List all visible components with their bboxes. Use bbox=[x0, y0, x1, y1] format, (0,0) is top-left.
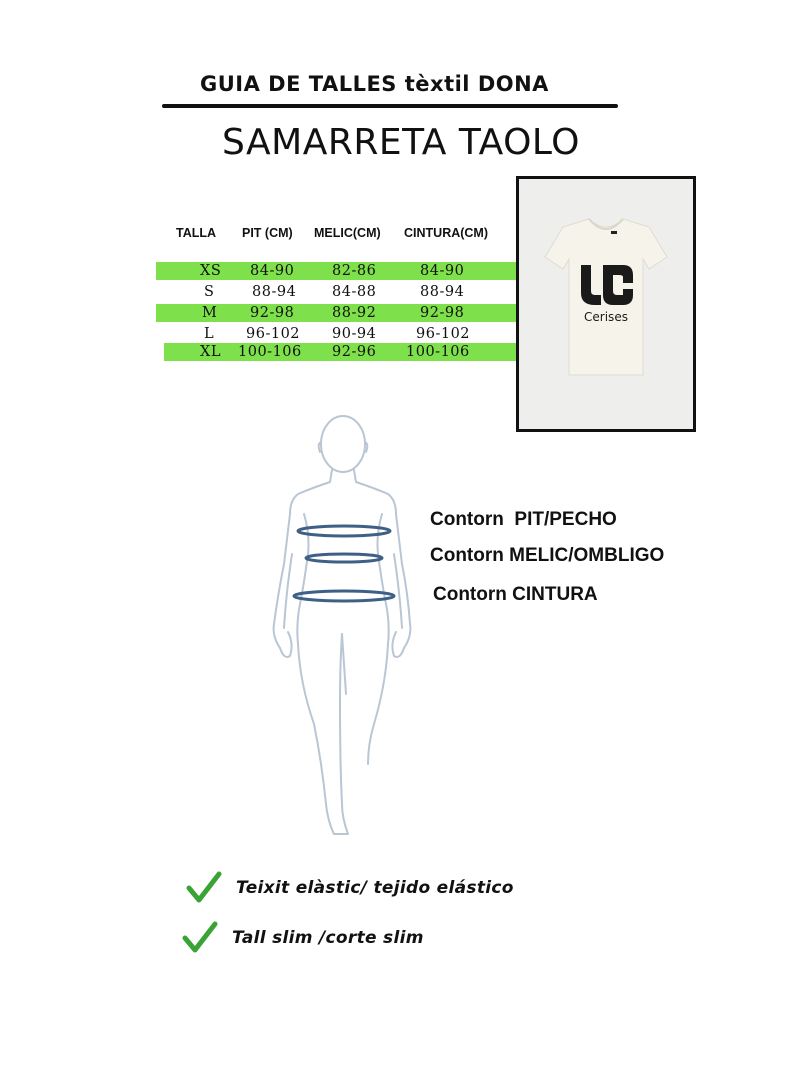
pit-value: 96-102 bbox=[246, 326, 301, 342]
checkmark-icon bbox=[182, 920, 218, 956]
header-pit: PIT (CM) bbox=[242, 226, 293, 240]
header-talla: TALLA bbox=[176, 226, 217, 240]
legend-pit: Contorn PIT/PECHO bbox=[430, 509, 617, 530]
feature-item bbox=[186, 870, 514, 906]
size-row-xs bbox=[156, 262, 516, 280]
product-photo bbox=[516, 176, 696, 432]
header-melic: MELIC(CM) bbox=[314, 226, 381, 240]
body-figure-illustration bbox=[222, 404, 462, 844]
feature-text: Tall slim /corte slim bbox=[232, 928, 424, 948]
size-row-xl bbox=[164, 343, 518, 361]
size-label: XS bbox=[200, 263, 222, 279]
melic-value: 88-92 bbox=[332, 305, 377, 321]
pit-value: 88-94 bbox=[252, 284, 297, 300]
size-label: M bbox=[202, 305, 218, 321]
melic-value: 82-86 bbox=[332, 263, 377, 279]
feature-text: Teixit elàstic/ tejido elástico bbox=[236, 878, 514, 898]
title-underline bbox=[162, 104, 618, 108]
cintura-value: 88-94 bbox=[420, 284, 465, 300]
pit-value: 100-106 bbox=[238, 344, 302, 360]
pit-value: 84-90 bbox=[250, 263, 295, 279]
tshirt-image bbox=[519, 179, 693, 429]
cintura-value: 100-106 bbox=[406, 344, 470, 360]
size-row-l bbox=[156, 325, 516, 343]
size-row-s bbox=[156, 283, 516, 301]
melic-value: 92-96 bbox=[332, 344, 377, 360]
legend-melic: Contorn MELIC/OMBLIGO bbox=[430, 545, 665, 566]
size-label: L bbox=[204, 326, 215, 342]
pit-value: 92-98 bbox=[250, 305, 295, 321]
cintura-value: 96-102 bbox=[416, 326, 471, 342]
melic-value: 90-94 bbox=[332, 326, 377, 342]
checkmark-icon bbox=[186, 870, 222, 906]
size-table bbox=[156, 226, 520, 366]
cintura-value: 84-90 bbox=[420, 263, 465, 279]
size-row-m bbox=[156, 304, 516, 322]
size-label: S bbox=[204, 284, 215, 300]
product-name: SAMARRETA TAOLO bbox=[222, 122, 581, 163]
header-cintura: CINTURA(CM) bbox=[404, 226, 489, 240]
cintura-value: 92-98 bbox=[420, 305, 465, 321]
size-label: XL bbox=[200, 344, 221, 360]
feature-item bbox=[182, 920, 424, 956]
legend-cintura: Contorn CINTURA bbox=[433, 584, 598, 605]
logo-text: Cerises bbox=[584, 310, 628, 324]
melic-value: 84-88 bbox=[332, 284, 377, 300]
guide-title: GUIA DE TALLES tèxtil DONA bbox=[200, 72, 549, 96]
